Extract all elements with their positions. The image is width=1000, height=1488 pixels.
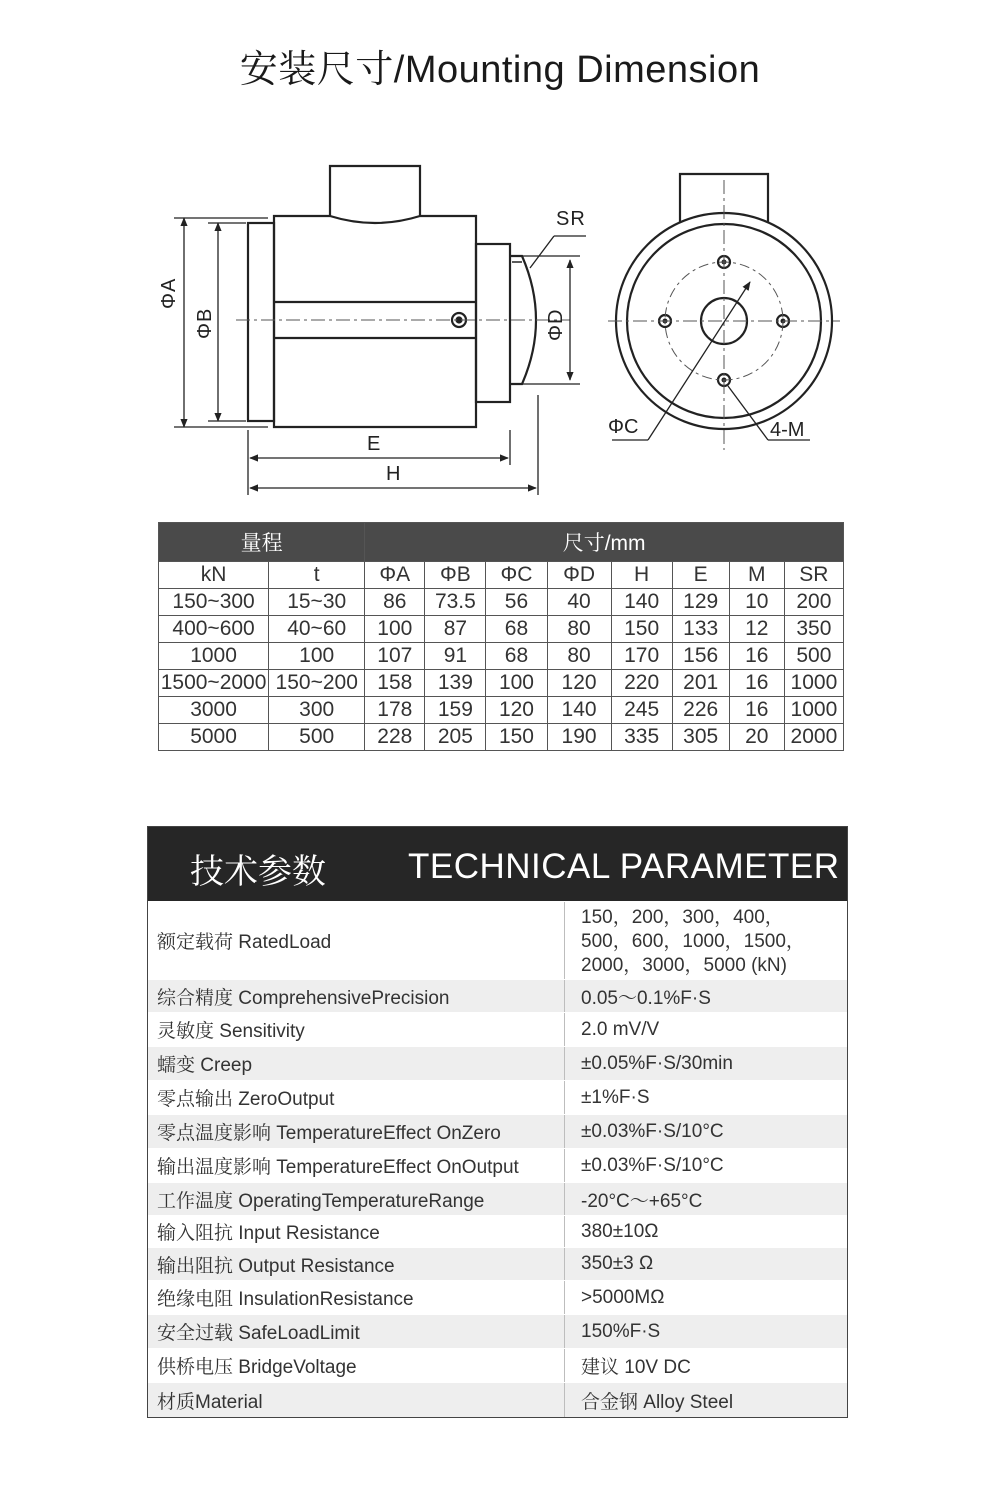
- parameter-row: [148, 1314, 847, 1348]
- table-cell: 80: [547, 616, 611, 643]
- table-cell: 350: [784, 616, 843, 643]
- table-cell: 500: [269, 724, 365, 751]
- col-header: E: [672, 562, 729, 589]
- table-row: [159, 697, 844, 724]
- parameter-value: -20°C～+65°C: [581, 1190, 703, 1212]
- parameter-name: 输出温度影响 TemperatureEffect OnOutput: [148, 1149, 565, 1182]
- parameter-name: 安全过载 SafeLoadLimit: [148, 1315, 565, 1348]
- table-cell: 80: [547, 643, 611, 670]
- parameter-name: 绝缘电阻 InsulationResistance: [148, 1281, 565, 1314]
- size-header: 尺寸/mm: [365, 523, 844, 562]
- range-header: 量程: [159, 523, 365, 562]
- front-outer-circle: [616, 213, 832, 429]
- table-cell: 190: [547, 724, 611, 751]
- label-holes: 4-M: [770, 419, 805, 441]
- table-cell: 5000: [159, 724, 269, 751]
- parameter-value: ±0.03%F·S/10°C: [581, 1154, 724, 1176]
- parameter-name: 蠕变 Creep: [148, 1047, 565, 1080]
- table-cell: 56: [486, 589, 547, 616]
- table-cell: 86: [365, 589, 425, 616]
- table-cell: 1500~2000: [159, 670, 269, 697]
- table-cell: 201: [672, 670, 729, 697]
- parameter-name: 零点输出 ZeroOutput: [148, 1081, 565, 1114]
- table-cell: 16: [729, 643, 784, 670]
- connector-box: [330, 166, 420, 216]
- table-cell: 40: [547, 589, 611, 616]
- label-phi-b: ΦB: [194, 307, 216, 339]
- table-cell: 68: [486, 616, 547, 643]
- col-header: ΦA: [365, 562, 425, 589]
- table-cell: 500: [784, 643, 843, 670]
- table-cell: 129: [672, 589, 729, 616]
- body-outline: [274, 216, 476, 427]
- label-phi-d: ΦD: [545, 308, 567, 341]
- col-header: SR: [784, 562, 843, 589]
- table-row: [159, 616, 844, 643]
- parameter-value: 建议 10V DC: [581, 1357, 691, 1378]
- table-cell: 1000: [784, 697, 843, 724]
- table-cell: 20: [729, 724, 784, 751]
- table-cell: 200: [784, 589, 843, 616]
- table-cell: 15~30: [269, 589, 365, 616]
- parameter-row: [148, 1247, 847, 1280]
- label-phi-c: ΦC: [608, 416, 639, 438]
- parameter-value: 350±3 Ω: [581, 1253, 654, 1274]
- col-header: ΦB: [425, 562, 486, 589]
- table-cell: 1000: [784, 670, 843, 697]
- parameter-row: [148, 1080, 847, 1114]
- parameter-value: 380±10Ω: [581, 1220, 659, 1242]
- parameter-row: [148, 1348, 847, 1382]
- table-cell: 87: [425, 616, 486, 643]
- parameter-name: 供桥电压 BridgeVoltage: [148, 1349, 565, 1382]
- table-cell: 100: [269, 643, 365, 670]
- table-cell: 300: [269, 697, 365, 724]
- table-cell: 140: [611, 589, 672, 616]
- table-cell: 400~600: [159, 616, 269, 643]
- table-cell: 68: [486, 643, 547, 670]
- right-step: [476, 244, 510, 402]
- col-header: ΦD: [547, 562, 611, 589]
- table-cell: 158: [365, 670, 425, 697]
- table-cell: 150: [611, 616, 672, 643]
- parameter-name: 额定载荷 RatedLoad: [148, 902, 565, 979]
- left-flange: [248, 223, 274, 421]
- table-cell: 16: [729, 697, 784, 724]
- table-cell: 150: [486, 724, 547, 751]
- technical-title-cn: 技术参数: [190, 853, 326, 891]
- mounting-drawing: [150, 150, 850, 500]
- parameter-value: 150，200，300，400， 500，600，1000，1500， 2000，3000，5000 (kN): [581, 906, 805, 976]
- technical-title-en: TECHNICAL PARAMETER: [408, 847, 840, 886]
- table-cell: 2000: [784, 724, 843, 751]
- label-sr: SR: [556, 208, 586, 230]
- table-cell: 16: [729, 670, 784, 697]
- table-cell: 139: [425, 670, 486, 697]
- table-cell: 150~200: [269, 670, 365, 697]
- table-cell: 120: [486, 697, 547, 724]
- col-header: ΦC: [486, 562, 547, 589]
- page-title: 安装尺寸/Mounting Dimension: [239, 49, 761, 91]
- table-cell: 40~60: [269, 616, 365, 643]
- table-cell: 133: [672, 616, 729, 643]
- technical-header: [148, 827, 847, 901]
- table-cell: 305: [672, 724, 729, 751]
- parameter-row: [148, 1382, 847, 1417]
- table-cell: 100: [486, 670, 547, 697]
- table-cell: 73.5: [425, 589, 486, 616]
- parameter-value: ±1%F·S: [581, 1086, 650, 1108]
- table-cell: 10: [729, 589, 784, 616]
- table-cell: 12: [729, 616, 784, 643]
- parameter-value: ±0.03%F·S/10°C: [581, 1120, 724, 1142]
- col-header: M: [729, 562, 784, 589]
- label-e: E: [367, 433, 381, 455]
- parameter-row: [148, 1012, 847, 1046]
- table-row: [159, 724, 844, 751]
- parameter-name: 输入阻抗 Input Resistance: [148, 1216, 565, 1247]
- table-row: [159, 670, 844, 697]
- dimension-table: [158, 522, 844, 751]
- parameter-row: [148, 1046, 847, 1080]
- parameter-name: 综合精度 ComprehensivePrecision: [148, 980, 565, 1012]
- table-cell: 335: [611, 724, 672, 751]
- parameter-value: 150%F·S: [581, 1320, 661, 1342]
- table-cell: 178: [365, 697, 425, 724]
- table-cell: 226: [672, 697, 729, 724]
- label-phi-a: ΦA: [158, 277, 180, 309]
- table-cell: 120: [547, 670, 611, 697]
- parameter-value: 合金钢 Alloy Steel: [581, 1391, 734, 1413]
- parameter-row: [148, 1215, 847, 1247]
- table-cell: 140: [547, 697, 611, 724]
- parameter-name: 工作温度 OperatingTemperatureRange: [148, 1183, 565, 1215]
- parameter-name: 材质Material: [148, 1383, 565, 1417]
- parameter-value: 0.05～0.1%F·S: [581, 987, 711, 1009]
- col-header: H: [611, 562, 672, 589]
- parameter-row: [148, 1280, 847, 1314]
- table-cell: 220: [611, 670, 672, 697]
- technical-parameter-panel: [147, 826, 848, 1418]
- table-cell: 170: [611, 643, 672, 670]
- parameter-name: 零点温度影响 TemperatureEffect OnZero: [148, 1115, 565, 1148]
- parameter-value: >5000MΩ: [581, 1286, 665, 1308]
- table-cell: 91: [425, 643, 486, 670]
- label-h: H: [386, 463, 401, 485]
- table-cell: 205: [425, 724, 486, 751]
- parameter-row: [148, 901, 847, 979]
- col-header: t: [269, 562, 365, 589]
- table-row: [159, 643, 844, 670]
- table-cell: 159: [425, 697, 486, 724]
- parameter-row: [148, 1148, 847, 1182]
- table-row: [159, 589, 844, 616]
- parameter-name: 灵敏度 Sensitivity: [148, 1013, 565, 1046]
- table-cell: 228: [365, 724, 425, 751]
- table-cell: 1000: [159, 643, 269, 670]
- table-cell: 150~300: [159, 589, 269, 616]
- table-cell: 100: [365, 616, 425, 643]
- col-header: kN: [159, 562, 269, 589]
- parameter-name: 输出阻抗 Output Resistance: [148, 1248, 565, 1280]
- table-cell: 156: [672, 643, 729, 670]
- table-cell: 3000: [159, 697, 269, 724]
- parameter-row: [148, 1114, 847, 1148]
- parameter-value: 2.0 mV/V: [581, 1018, 660, 1040]
- table-cell: 107: [365, 643, 425, 670]
- parameter-row: [148, 1182, 847, 1215]
- table-cell: 245: [611, 697, 672, 724]
- parameter-row: [148, 979, 847, 1012]
- parameter-value: ±0.05%F·S/30min: [581, 1052, 733, 1074]
